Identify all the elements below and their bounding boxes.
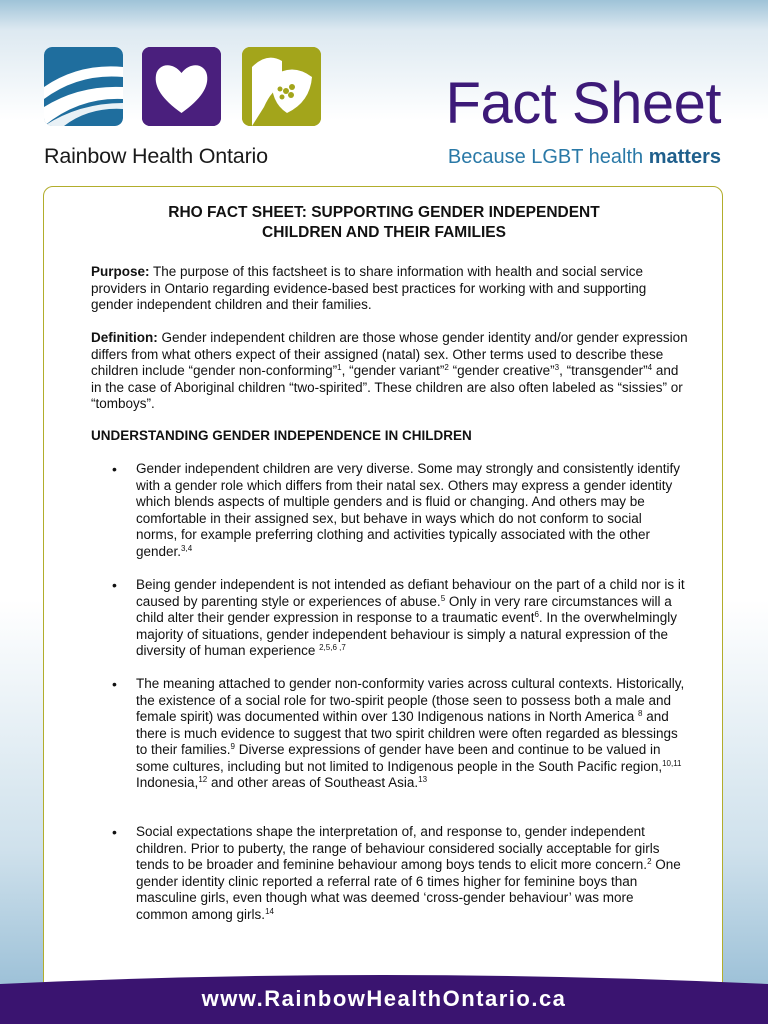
flower-icon <box>242 47 321 126</box>
purpose-paragraph <box>91 264 691 314</box>
footnote-ref: 8 <box>638 709 643 718</box>
footnote-ref: 13 <box>418 775 428 784</box>
footnote-ref: 1 <box>337 363 342 372</box>
purpose-text: The purpose of this factsheet is to share information with health and social service providers in Ontario regarding evidence-based best practices for working with and supporting gender independent children and their families. <box>91 264 647 312</box>
content-box <box>43 186 723 996</box>
tagline-emphasis: matters <box>648 146 721 168</box>
definition-text: , “gender variant” <box>341 363 445 378</box>
document-title-line2: CHILDREN AND THEIR FAMILIES <box>262 224 506 241</box>
document-title-line1: RHO FACT SHEET: SUPPORTING GENDER INDEPENDENT <box>168 204 600 221</box>
bullet-text: and other areas of Southeast Asia. <box>207 775 419 790</box>
definition-text: Gender independent children are those whose gender identity and/or gender expression differs from what others expect of their assigned (natal) sex. Other terms used to describe these children include “gender non-conforming” <box>91 330 688 378</box>
purpose-label: Purpose: <box>91 264 150 279</box>
bullet-marker: • <box>112 577 117 593</box>
footnote-ref: 4 <box>647 363 653 372</box>
footnote-ref: 3,4 <box>181 543 193 553</box>
bullet-text: Only in very rare circumstances will a child alter their gender expression in response to a traumatic event <box>136 593 672 625</box>
bullet-text: Social expectations shape the interpretation of, and response to, gender independent children. Prior to puberty, the range of behaviour considered socially acceptable for girls tends to be broader and feminine behaviour among boys tends to elicit more concern. <box>136 824 660 872</box>
bullet-text: Diverse expressions of gender have been and continue to be valued in some cultures, including but not limited to Indigenous people in the South Pacific region, <box>136 742 663 774</box>
website-link[interactable]: www.RainbowHealthOntario.ca <box>201 986 567 1011</box>
tagline <box>448 146 721 169</box>
footnote-ref: 2 <box>444 363 449 372</box>
definition-text: , “transgender” <box>559 363 648 378</box>
footnote-ref: 14 <box>265 906 274 916</box>
org-name: Rainbow Health Ontario <box>44 144 268 168</box>
definition-text: and in the case of Aboriginal children “two-spirited”. These children are also often labeled as “sissies” or “tomboys”. <box>91 363 683 411</box>
rainbow-stripes-icon <box>44 47 123 126</box>
bullet-item-social-expectations <box>136 824 686 923</box>
footnote-ref: 5 <box>440 593 446 603</box>
bullet-marker: • <box>112 824 117 840</box>
document-title <box>44 203 724 243</box>
footnote-ref: 6 <box>534 610 539 619</box>
footnote-ref: 10,11 <box>662 758 682 768</box>
rho-logo[interactable] <box>44 47 324 177</box>
bullet-text: . In the overwhelmingly majority of situations, gender independent behaviour is simply a natural expression of the diversity of human experience <box>136 610 677 658</box>
footnote-ref: 9 <box>230 742 235 751</box>
bullet-item-not-defiant <box>136 577 686 660</box>
bullet-item-diversity <box>136 461 686 560</box>
bullet-text: Being gender independent is not intended as defiant behaviour on the part of a child nor is it caused by parenting style or experiences of abuse. <box>136 577 685 609</box>
definition-paragraph <box>91 330 691 413</box>
bullet-marker: • <box>112 676 117 692</box>
bullet-text: and there is much evidence to suggest that two spirit children were often regarded as blessings to their families. <box>136 709 678 757</box>
footnote-ref: 3 <box>554 363 560 372</box>
footnote-ref: 2 <box>647 857 652 866</box>
bullet-text: One gender identity clinic reported a referral rate of 6 times higher for feminine boys than masculine girls, even though what was deemed ‘cross-gender behaviour’ was more common among girls. <box>136 857 681 922</box>
bullet-marker: • <box>112 461 117 477</box>
definition-label: Definition: <box>91 330 158 345</box>
bullet-text: The meaning attached to gender non-conformity varies across cultural contexts. Historically, the existence of a social role for two-spirit people (those seen to possess both a male and female spirit) was documented within over 130 Indigenous nations in North America <box>136 676 685 724</box>
page-title: Fact Sheet <box>445 71 721 136</box>
definition-text: “gender creative” <box>448 363 555 378</box>
footnote-ref: 2,5,6 ,7 <box>319 643 346 652</box>
section-heading: UNDERSTANDING GENDER INDEPENDENCE IN CHILDREN <box>91 428 472 443</box>
tagline-prefix: Because LGBT health <box>447 146 649 168</box>
bullet-item-cultural-contexts <box>136 676 686 792</box>
bullet-text: Gender independent children are very diverse. Some may strongly and consistently identify with a gender role which differs from their natal sex. Others may express a gender identity which blends aspects of multiple genders and is fluid or changing. And others may be comfortable in their assigned sex, but behave in ways which do not conform to social norms, for example preferring clothing and activities typically associated with the other gender. <box>136 461 681 559</box>
heart-icon <box>142 47 221 126</box>
footnote-ref: 12 <box>198 775 208 784</box>
bullet-text: Indonesia, <box>136 775 199 790</box>
